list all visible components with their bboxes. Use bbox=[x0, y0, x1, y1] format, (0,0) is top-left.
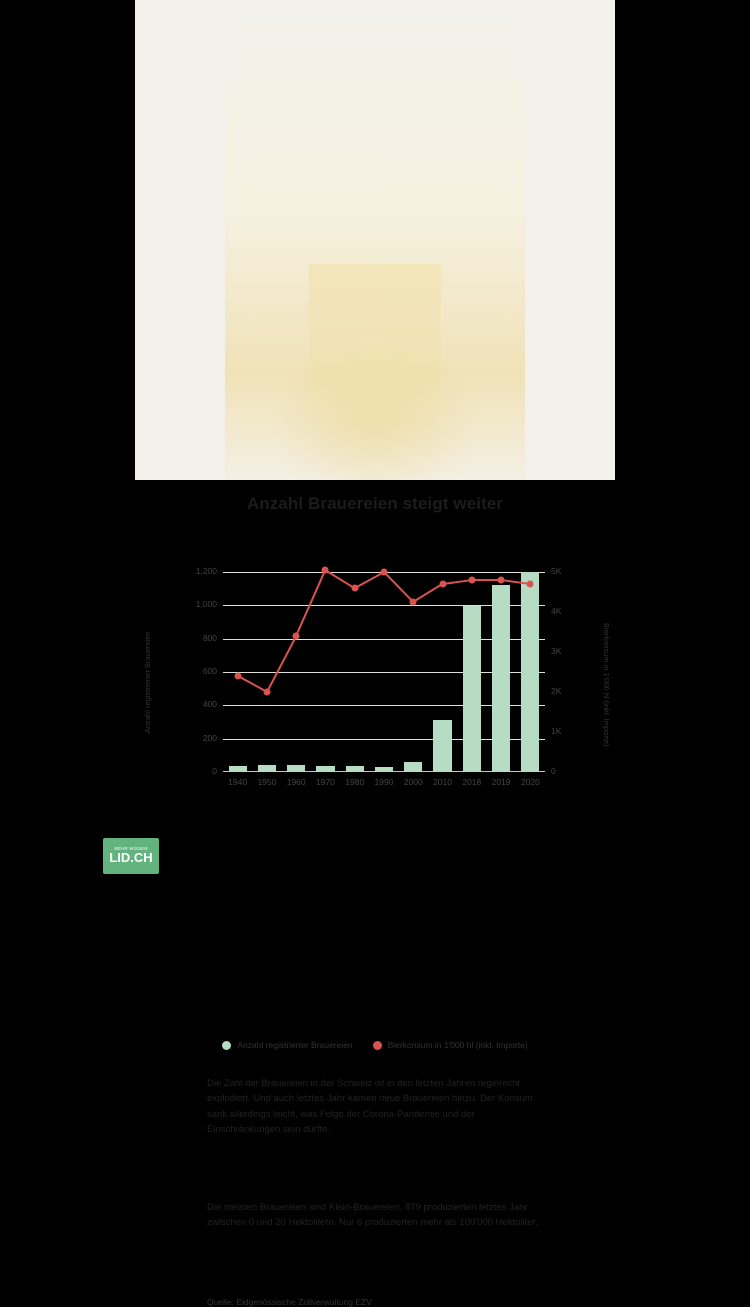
y-axis-right-tick: 5K bbox=[551, 566, 562, 576]
x-axis-tick: 1980 bbox=[345, 777, 365, 787]
legend-item-brauereien bbox=[222, 1040, 352, 1050]
legend-swatch-red-icon bbox=[373, 1041, 382, 1050]
y-axis-left-tick: 1,200 bbox=[195, 566, 217, 576]
data-point-1950 bbox=[263, 689, 270, 696]
x-axis-tick: 2019 bbox=[491, 777, 511, 787]
line-segment bbox=[354, 571, 384, 589]
legend-item-bierkonsum bbox=[373, 1040, 528, 1050]
source-note: Quelle: Eidgenössische Zollverwaltung EZV bbox=[207, 1297, 372, 1307]
y-axis-right-label: Bierkonsum in 1'000 hl (inkl. Importe) bbox=[602, 623, 611, 747]
y-axis-right-tick: 1K bbox=[551, 726, 562, 736]
y-axis-left-tick: 400 bbox=[202, 699, 217, 710]
data-point-1940 bbox=[234, 673, 241, 680]
lid-logo[interactable] bbox=[103, 838, 159, 874]
chart-legend bbox=[135, 1040, 615, 1050]
bar-2018 bbox=[463, 606, 481, 772]
data-point-1990 bbox=[381, 569, 388, 576]
x-axis-tick: 2010 bbox=[433, 777, 452, 787]
y-axis-right-tick: 2K bbox=[551, 686, 562, 696]
x-axis-tick: 1940 bbox=[228, 777, 248, 787]
bar-1960 bbox=[287, 765, 305, 772]
line-segment bbox=[295, 570, 326, 637]
y-axis-right-tick: 4K bbox=[551, 606, 562, 616]
y-axis-left-label: Anzahl registrierter Brauereien bbox=[143, 631, 152, 733]
data-point-1980 bbox=[351, 585, 358, 592]
y-axis-left-tick: 600 bbox=[202, 666, 217, 676]
y-axis-left-tick: 200 bbox=[202, 732, 217, 743]
y-axis-left-tick: 0 bbox=[212, 766, 217, 776]
x-axis-tick: 1970 bbox=[315, 777, 335, 787]
y-axis-right-tick: 0 bbox=[551, 766, 556, 776]
x-axis-tick: 2020 bbox=[520, 777, 540, 787]
bar-2000 bbox=[404, 762, 422, 772]
logo-wordmark: LID.CH bbox=[109, 850, 153, 866]
bar-2020 bbox=[521, 572, 539, 772]
line-segment bbox=[413, 583, 443, 603]
legend-swatch-green-icon bbox=[222, 1041, 231, 1050]
y-axis-left-tick: 1,000 bbox=[195, 599, 217, 610]
x-axis-tick: 1960 bbox=[286, 777, 306, 787]
legend-label-bierkonsum: Bierkonsum in 1'000 hl (inkl. Importe) bbox=[387, 1040, 528, 1050]
data-point-2020 bbox=[527, 581, 534, 588]
bar-1990 bbox=[375, 767, 393, 772]
bar-1980 bbox=[346, 766, 364, 772]
data-point-1960 bbox=[293, 633, 300, 640]
bar-2010 bbox=[433, 720, 451, 773]
x-axis-tick: 2018 bbox=[462, 777, 482, 787]
plot-canvas bbox=[195, 562, 562, 787]
page-title: Anzahl Brauereien steigt weiter bbox=[246, 494, 504, 513]
line-segment bbox=[383, 571, 414, 602]
y-axis-left-tick: 800 bbox=[202, 632, 217, 643]
x-axis-tick: 2000 bbox=[403, 777, 423, 787]
x-axis-tick: 1950 bbox=[257, 777, 277, 787]
data-point-2019 bbox=[498, 577, 505, 584]
bar-2019 bbox=[492, 585, 510, 772]
line-segment bbox=[266, 636, 297, 693]
data-point-1970 bbox=[322, 567, 329, 574]
bar-1940 bbox=[229, 766, 247, 772]
data-point-2018 bbox=[468, 577, 475, 584]
x-axis-tick: 1990 bbox=[374, 777, 394, 787]
body-paragraph-1: Die Zahl der Brauereien in der Schweiz ist in den letzten Jahren regelrecht explodiert. Und auch letztes Jahr kamen neue Brauereien hinzu. Der Konsum sank allerdings leicht, was Folge der Corona-Pandemie und der Einschränkungen sein dürfte. bbox=[207, 1078, 533, 1136]
legend-label-brauereien: Anzahl registrierter Brauereien bbox=[237, 1040, 353, 1050]
data-point-2010 bbox=[439, 581, 446, 588]
chart-area bbox=[135, 552, 615, 792]
data-point-2000 bbox=[410, 599, 417, 606]
logo-tagline: MEHR WISSEN bbox=[114, 846, 148, 851]
bar-1970 bbox=[316, 766, 334, 772]
bar-1950 bbox=[258, 765, 276, 772]
beer-glass-background bbox=[225, 0, 525, 480]
y-axis-right-tick: 3K bbox=[551, 646, 562, 656]
infographic-card bbox=[109, 0, 615, 1307]
body-paragraph-2: Die meisten Brauereien sind Klein-Brauereien, 879 produzierten letztes Jahr zwischen 0 und 20 Hektolitern. Nur 6 produzierten mehr als 100'000 Hektoliter. bbox=[207, 1201, 538, 1228]
